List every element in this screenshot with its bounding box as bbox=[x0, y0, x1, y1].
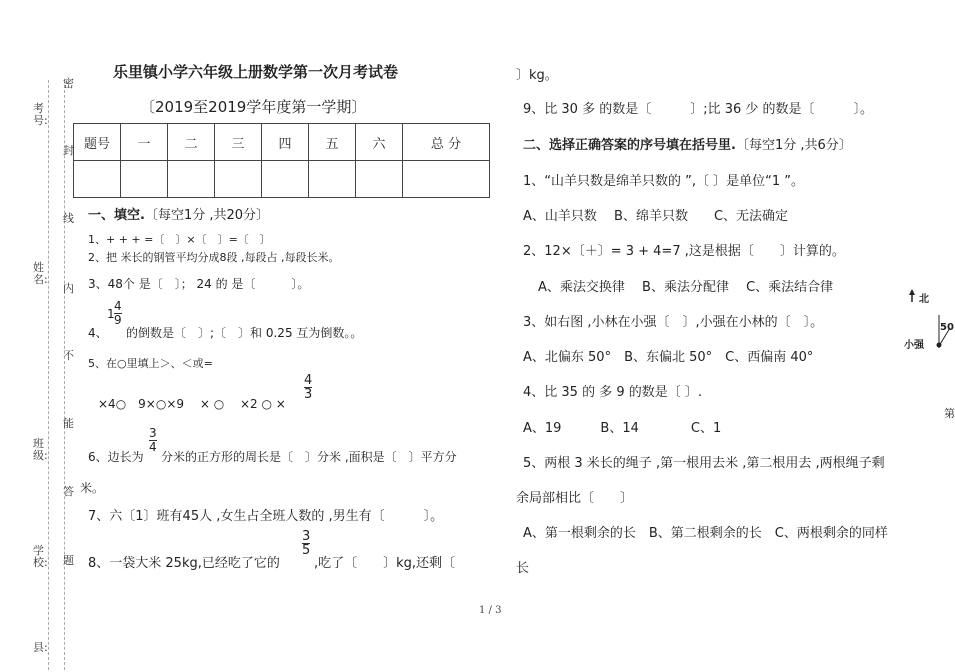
score-cell[interactable] bbox=[403, 161, 490, 198]
question-6: 分米的正方形的周长是〔 〕分米 ,面积是〔 〕平方分 bbox=[161, 450, 457, 464]
question-9: 9、比 30 多 的数是〔 〕;比 36 少 的数是〔 〕。 bbox=[523, 102, 874, 117]
choice-5-continued: 余局部相比〔 〕 bbox=[516, 491, 634, 506]
choice-3-options: A、北偏东 50° B、东偏北 50° C、西偏南 40° bbox=[523, 350, 814, 365]
question-4-whole: 1 bbox=[107, 307, 115, 321]
seal-char: 不 bbox=[63, 349, 74, 362]
choice-3: 3、如右图 ,小林在小强〔 〕,小强在小林的〔 〕。 bbox=[523, 315, 824, 330]
table-cell: 一 bbox=[121, 124, 168, 161]
question-8-continued: 〕kg。 bbox=[516, 68, 558, 83]
seal-char: 线 bbox=[63, 212, 74, 225]
question-1: 1、+ + + =〔 〕×〔 〕=〔 〕 bbox=[88, 233, 271, 246]
table-cell: 总 分 bbox=[403, 124, 490, 161]
choice-2: 2、12×〔＋〕= 3 + 4=7 ,这是根据〔 〕计算的。 bbox=[523, 244, 845, 259]
score-cell[interactable] bbox=[309, 161, 356, 198]
person-label: 小强 bbox=[904, 340, 924, 351]
table-cell: 五 bbox=[309, 124, 356, 161]
field-name: 姓名: bbox=[33, 261, 48, 286]
choice-1-options: A、山羊只数 B、绵羊只数 C、无法确定 bbox=[523, 209, 789, 224]
question-8-prefix: 8、一袋大米 25kg,已经吃了它的 bbox=[88, 556, 280, 571]
seal-char: 能 bbox=[63, 417, 74, 430]
fraction-denominator: 3 bbox=[304, 387, 313, 402]
question-5-fraction bbox=[304, 374, 312, 401]
fraction-numerator: 3 bbox=[149, 426, 157, 440]
seal-char: 题 bbox=[63, 554, 74, 567]
north-label: 北 bbox=[919, 294, 929, 305]
binding-line-outer bbox=[48, 80, 49, 670]
fraction-numerator: 4 bbox=[114, 299, 122, 313]
choice-5-options-continued: 长 bbox=[516, 561, 530, 576]
question-4: 的倒数是〔 〕;〔 〕和 0.25 互为倒数。。 bbox=[126, 326, 363, 340]
north-arrow-head bbox=[909, 289, 915, 295]
section2-note: 〔每空1分 ,共6分〕 bbox=[735, 138, 852, 153]
question-8: ,吃了〔 〕kg,还剩〔 bbox=[314, 556, 456, 571]
section1-note: 〔每空1分 ,共20分〕 bbox=[144, 208, 270, 223]
fraction-numerator: 4 bbox=[304, 373, 313, 388]
question-4-fraction bbox=[114, 300, 122, 327]
choice-4: 4、比 35 的 多 9 的数是〔 〕. bbox=[523, 385, 703, 400]
fraction-numerator: 3 bbox=[302, 529, 311, 544]
table-score-row bbox=[74, 161, 490, 198]
section2-title: 二、选择正确答案的序号填在括号里. bbox=[523, 138, 736, 153]
person-point bbox=[937, 343, 942, 348]
question-4-number: 4、 bbox=[88, 326, 108, 340]
score-cell[interactable] bbox=[168, 161, 215, 198]
score-cell[interactable] bbox=[356, 161, 403, 198]
field-exam-number: 考号: bbox=[33, 102, 48, 127]
question-7: 7、六〔1〕班有45人 ,女生占全班人数的 ,男生有〔 〕。 bbox=[88, 509, 444, 524]
question-3: 3、48个 是〔 〕； 24 的 是〔 〕。 bbox=[88, 277, 310, 291]
choice-4-options: A、19 B、14 C、1 bbox=[523, 421, 722, 436]
seal-char: 密 bbox=[63, 77, 74, 90]
table-cell: 二 bbox=[168, 124, 215, 161]
question-8-fraction bbox=[302, 530, 310, 557]
seal-char: 封 bbox=[63, 144, 74, 157]
question-6-prefix: 6、边长为 bbox=[88, 450, 144, 464]
page-number: 1 / 3 bbox=[479, 605, 502, 616]
section2-heading bbox=[523, 134, 852, 153]
seal-char: 内 bbox=[63, 282, 74, 295]
score-cell[interactable] bbox=[74, 161, 121, 198]
score-cell[interactable] bbox=[262, 161, 309, 198]
question-6-fraction bbox=[149, 427, 157, 454]
field-class: 班级: bbox=[33, 437, 48, 462]
table-cell: 六 bbox=[356, 124, 403, 161]
score-cell[interactable] bbox=[121, 161, 168, 198]
field-county: 县: bbox=[33, 641, 48, 654]
angle-label: 50 bbox=[940, 322, 954, 333]
exam-subtitle: 〔2019至2019学年度第一学期〕 bbox=[140, 98, 367, 116]
section1-heading bbox=[88, 204, 269, 223]
choice-5: 5、两根 3 米长的绳子 ,第一根用去米 ,第二根用去 ,两根绳子剩 bbox=[523, 456, 885, 471]
binding-line-inner bbox=[64, 80, 65, 670]
question-5: 5、在○里填上＞、＜或= bbox=[88, 357, 213, 370]
choice-5-options: A、第一根剩余的长 B、第二根剩余的长 C、两根剩余的同样 bbox=[523, 526, 888, 541]
score-cell[interactable] bbox=[215, 161, 262, 198]
choice-2-options: A、乘法交换律 B、乘法分配律 C、乘法结合律 bbox=[538, 280, 834, 295]
edge-char: 第 bbox=[944, 407, 955, 420]
table-header-row bbox=[74, 124, 490, 161]
question-5-comparisons: ×4○ 9×○×9 × ○ ×2 ○ × bbox=[98, 397, 286, 411]
table-cell: 题号 bbox=[74, 124, 121, 161]
table-cell: 四 bbox=[262, 124, 309, 161]
exam-title: 乐里镇小学六年级上册数学第一次月考试卷 bbox=[113, 63, 399, 81]
field-school: 学校: bbox=[33, 544, 48, 569]
fraction-denominator: 9 bbox=[114, 313, 122, 327]
table-cell: 三 bbox=[215, 124, 262, 161]
score-table bbox=[73, 123, 490, 198]
question-2: 2、把 米长的钢管平均分成8段 ,每段占 ,每段长米。 bbox=[88, 251, 340, 264]
fraction-denominator: 4 bbox=[149, 440, 157, 454]
question-6-continued: 米。 bbox=[80, 481, 105, 495]
seal-char: 答 bbox=[63, 485, 74, 498]
section1-title: 一、填空. bbox=[88, 208, 145, 223]
choice-1: 1、“山羊只数是绵羊只数的 ”,〔 〕是单位“1 ”。 bbox=[523, 174, 805, 189]
fraction-denominator: 5 bbox=[302, 543, 311, 558]
